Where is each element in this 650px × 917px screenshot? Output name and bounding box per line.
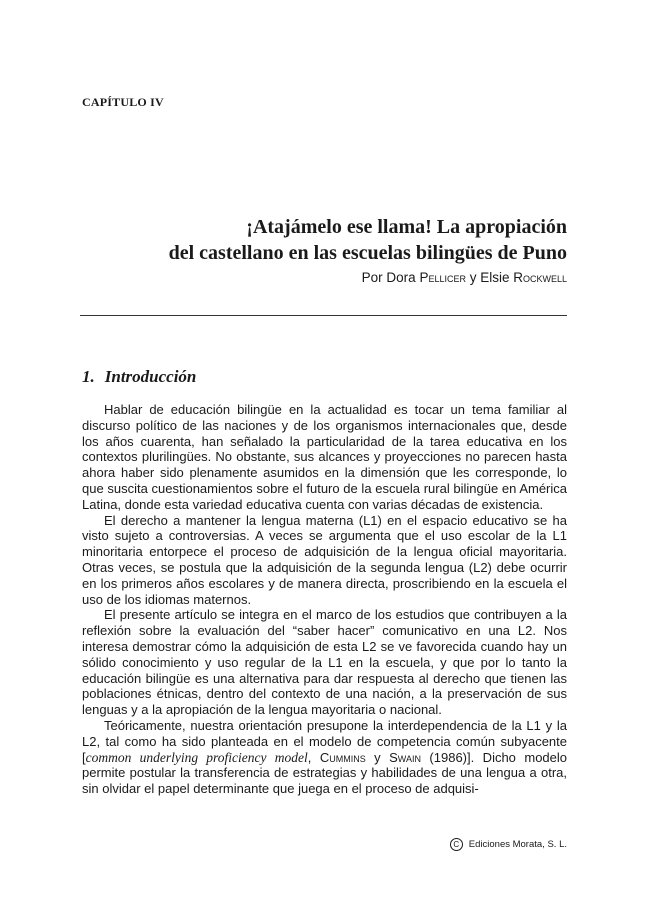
section-number: 1. (82, 367, 95, 386)
paragraph-2: El derecho a mantener la lengua materna (L1) en el espacio educativo se ha visto sujeto a controversias. A veces se argumenta que el uso escolar de la L1 minoritaria entorpece el proceso de adquisición de la lengua oficial mayoritaria. Otras veces, se postula que la adquisición de la segunda lengua (L2) debe ocurrir en los primeros años escolares y de manera directa, proscribiendo en la escuela el uso de los idiomas maternos. (82, 512, 567, 607)
chapter-label: CAPÍTULO IV (82, 95, 164, 109)
publisher-name: Ediciones Morata, S. L. (468, 839, 567, 851)
title-divider (80, 315, 567, 316)
section-heading (82, 367, 196, 387)
paragraph-1: Hablar de educación bilingüe en la actualidad es tocar un tema familiar al discurso político de las naciones y de los organismos internacionales que, desde los años cuarenta, han señalado la particularidad de la tarea educativa en los contextos plurilingües. No obstante, sus alcances y proyecciones no parecen hasta ahora haber sido plenamente asumidos en la dimensión que les corresponde, lo que suscita cuestionamientos sobre el futuro de la escuela rural bilingüe en América Latina, donde esta variedad educativa cuenta con varias décadas de existencia. (82, 402, 567, 512)
section-title: Introducción (104, 367, 197, 386)
chapter-title-line-1: ¡Atajámelo ese llama! La apropiación (246, 216, 567, 238)
paragraph-4 (82, 718, 567, 797)
chapter-title (80, 214, 567, 266)
copyright-icon: C (450, 838, 463, 851)
byline-connector: y Elsie (465, 270, 514, 285)
paragraph-4-end: (1986)]. Dicho modelo permite postular la transferencia de estrategias y habilidades de una lengua a otra, sin olvidar el papel determinante que juega en el proceso de adquisi- (82, 749, 568, 797)
chapter-title-line-2: del castellano en las escuelas bilingües de Puno (168, 242, 567, 264)
body-text (82, 402, 567, 797)
paragraph-4-start: Teóricamente, nuestra orientación presupone la interdependencia de la L1 y la L2, tal como ha sido planteada en el modelo de competencia común subyacente [ (82, 717, 567, 765)
paragraph-3: El presente artículo se integra en el marco de los estudios que contribuyen a la reflexión sobre la evaluación del “saber hacer” comunicativo en una L2. Nos interesa demostrar cómo la adquisición de esta L2 se ve favorecida cuando hay un sólido conocimiento y uso regular de la L1 en la escuela, y que por lo tanto la educación bilingüe es una alternativa para dar respuesta al derecho que tienen las poblaciones étnicas, dentro del contexto de una nación, a la preservación de sus lenguas y a la apropiación de la lengua mayoritaria o nacional. (82, 607, 567, 718)
paragraph-4-sep: , (307, 749, 320, 765)
publisher-footer (80, 838, 567, 851)
model-name-italic: common underlying proficiency model (85, 749, 308, 765)
citation-author-2: Swain (389, 749, 421, 765)
citation-connector: y (365, 749, 390, 765)
author-byline (80, 270, 567, 285)
citation-author-1: Cummins (319, 749, 366, 765)
byline-prefix: Por Dora (361, 270, 420, 285)
author-2-surname: Rockwell (513, 270, 567, 285)
author-1-surname: Pellicer (419, 270, 466, 285)
